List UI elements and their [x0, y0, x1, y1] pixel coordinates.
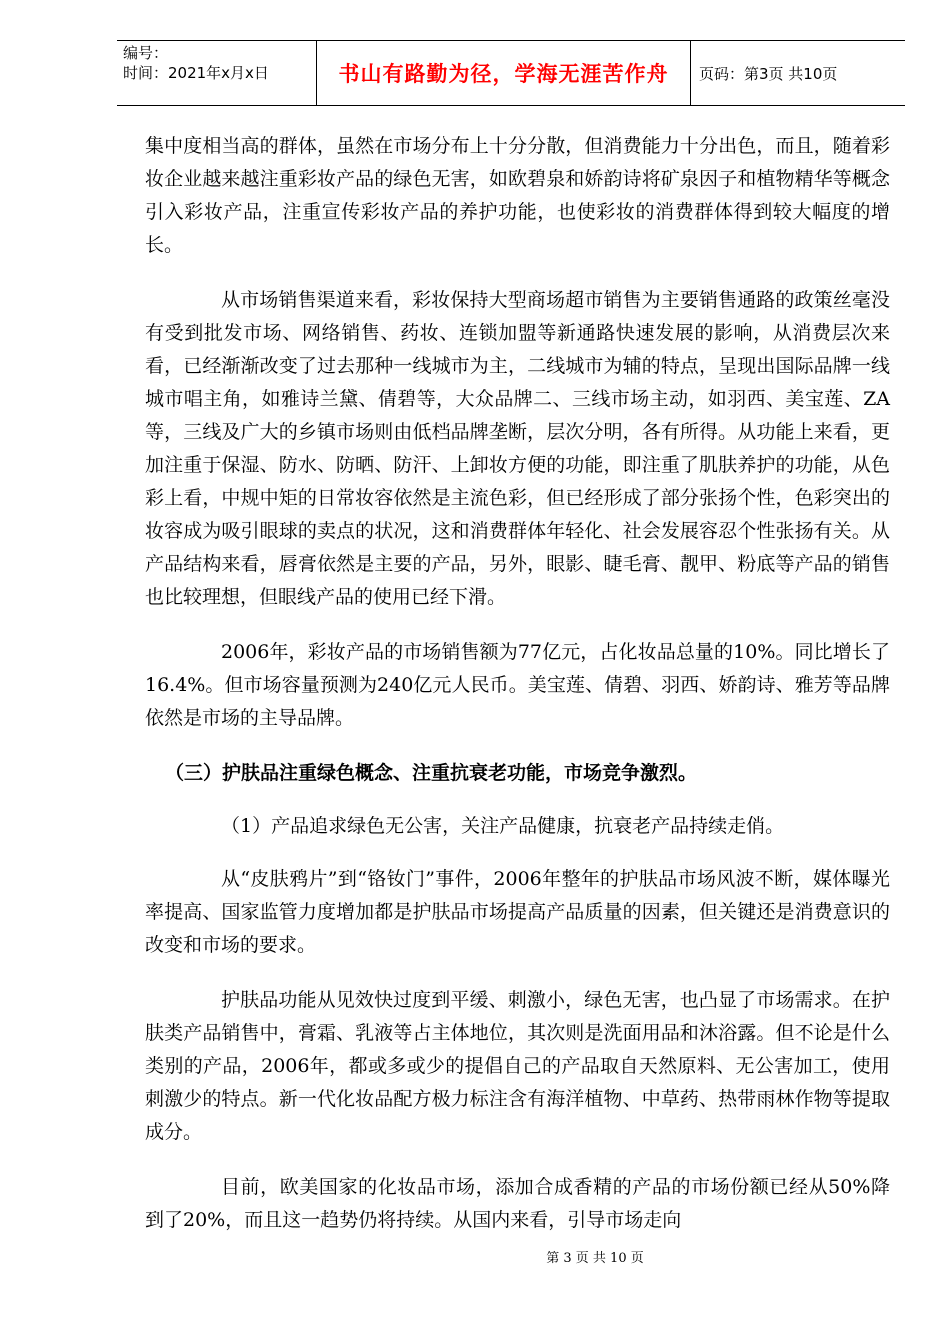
paragraph: 从市场销售渠道来看，彩妆保持大型商场超市销售为主要销售通路的政策丝毫没有受到批发市场、网络销售、药妆、连锁加盟等新通路快速发展的影响，从消费层次来看，已经渐渐改变了过去那种一线城市为主，二线城市为辅的特点，呈现出国际品牌一线城市唱主角，如雅诗兰黛、倩碧等，大众品牌二、三线市场主动，如羽西、美宝莲、ZA等，三线及广大的乡镇市场则由低档品牌垄断，层次分明，各有所得。从功能上来看，更加注重于保湿、防水、防晒、防汗、上卸妆方便的功能，即注重了肌肤养护的功能，从色彩上看，中规中矩的日常妆容依然是主流色彩，但已经形成了部分张扬个性，色彩突出的妆容成为吸引眼球的卖点的状况，这和消费群体年轻化、社会发展容忍个性张扬有关。从产品结构来看，唇膏依然是主要的产品，另外，眼影、睫毛膏、靓甲、粉底等产品的销售也比较理想，但眼线产品的使用已经下滑。 [145, 289, 890, 608]
section-heading: （三）护肤品注重绿色概念、注重抗衰老功能，市场竞争激烈。 [165, 762, 698, 784]
time-label: 时间：2021年x月x日 [123, 64, 269, 82]
paragraph: 护肤品功能从见效快过度到平缓、刺激小，绿色无害，也凸显了市场需求。在护肤类产品销售中，膏霜、乳液等占主体地位，其次则是洗面用品和沐浴露。但不论是什么类别的产品，2006年，都或多或少的提倡自己的产品取自天然原料、无公害加工，使用刺激少的特点。新一代化妆品配方极力标注含有海洋植物、中草药、热带雨林作物等提取成分。 [145, 989, 890, 1143]
paragraph: 集中度相当高的群体，虽然在市场分布上十分分散，但消费能力十分出色，而且，随着彩妆企业越来越注重彩妆产品的绿色无害，如欧碧泉和娇韵诗将矿泉因子和植物精华等概念引入彩妆产品，注重宣传彩妆产品的养护功能，也使彩妆的消费群体得到较大幅度的增长。 [145, 135, 890, 256]
sub-heading: （1）产品追求绿色无公害，关注产品健康，抗衰老产品持续走俏。 [221, 815, 785, 837]
document-body [145, 130, 890, 1259]
header-page-info: 页码：第3页 共10页 [699, 64, 838, 83]
paragraph: 从“皮肤鸦片”到“铬钕门”事件，2006年整年的护肤品市场风波不断，媒体曝光率提高、国家监管力度增加都是护肤品市场提高产品质量的因素，但关键还是消费意识的改变和市场的要求。 [145, 868, 890, 956]
header-meta [117, 41, 317, 105]
number-label: 编号： [123, 44, 169, 62]
header-motto: 书山有路勤为径，学海无涯苦作舟 [317, 41, 691, 105]
page-footer: 第 3 页 共 10 页 [546, 1251, 644, 1266]
paragraph: 目前，欧美国家的化妆品市场，添加合成香精的产品的市场份额已经从50%降到了20%，而且这一趋势仍将持续。从国内来看，引导市场走向 [145, 1176, 890, 1231]
paragraph: 2006年，彩妆产品的市场销售额为77亿元，占化妆品总量的10%。同比增长了16.4%。但市场容量预测为240亿元人民币。美宝莲、倩碧、羽西、娇韵诗、雅芳等品牌依然是市场的主导品牌。 [145, 641, 890, 729]
document-header [117, 40, 905, 106]
